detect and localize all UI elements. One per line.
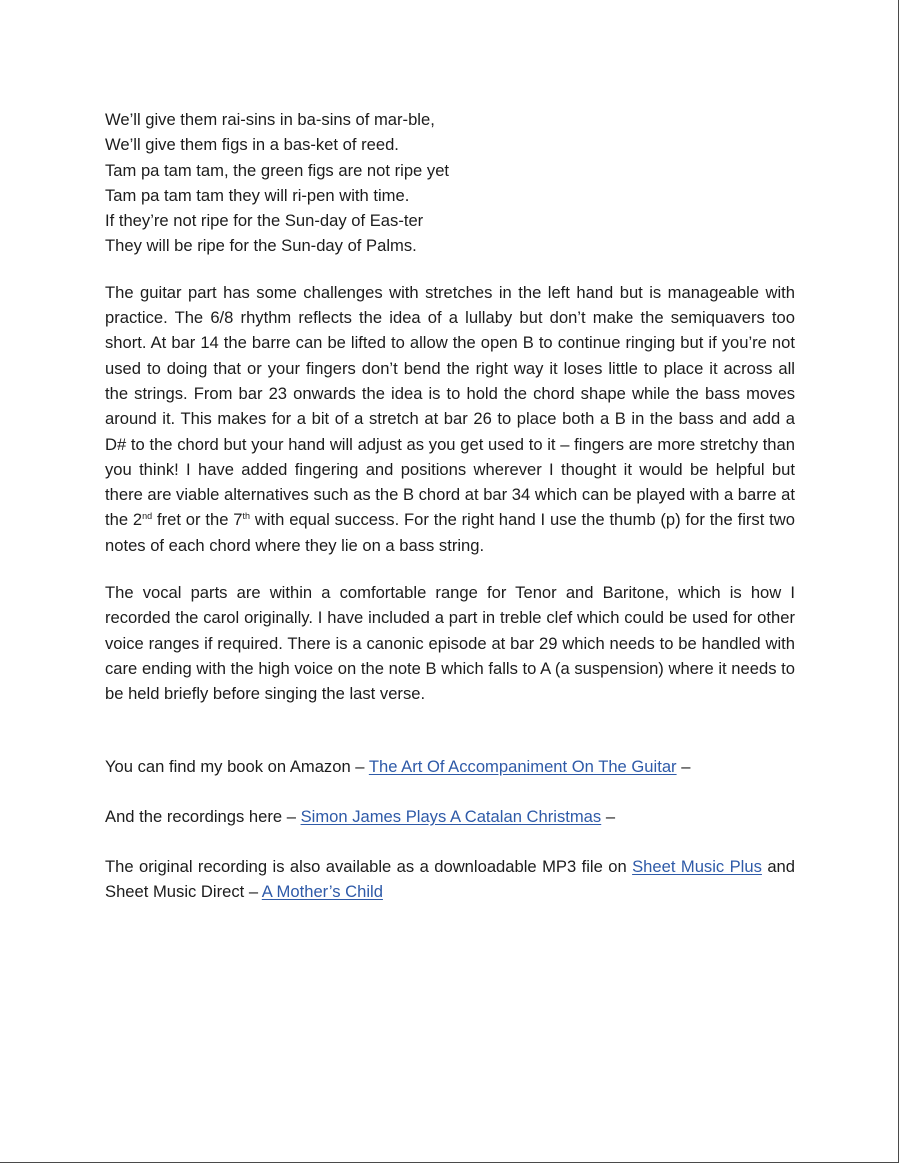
- guitar-text-part3: with equal success. For the right hand I use the thumb (p) for the first two notes of each chord where they lie on a bass string.: [105, 510, 795, 555]
- sheet-music-plus-link[interactable]: Sheet Music Plus: [632, 857, 762, 877]
- guitar-text-part1: The guitar part has some challenges with stretches in the left hand but is manageable with practice. The 6/8 rhythm reflects the idea of a lullaby but don’t make the semiquavers too short. At bar 14 the barre can be lifted to allow the open B to continue ringing but if you’re not used to doing that or your fingers don’t bend the right way it loses little to place it across all the strings. From bar 23 onwards the idea is to hold the chord shape while the bass moves around it. This makes for a bit of a stretch at bar 26 to place both a B in the bass and add a D# to the chord but your hand will adjust as you get used to it – fingers are more stretchy than you think! I have added fingering and positions wherever I thought it would be helpful but there are viable alternatives such as the B chord at bar 34 which can be played with a barre at the 2: [105, 282, 795, 530]
- lyric-line: They will be ripe for the Sun-day of Palms.: [105, 236, 417, 256]
- book-line-prefix: You can find my book on Amazon –: [105, 756, 369, 776]
- vocal-parts-paragraph: The vocal parts are within a comfortable range for Tenor and Baritone, which is how I recorded the carol originally. I have included a part in treble clef which could be used for other voice ranges if required. There is a canonic episode at bar 29 which needs to be handled with care ending with the high voice on the note B which falls to A (a suspension) where it needs to be held briefly before singing the last verse.: [105, 583, 795, 704]
- recordings-line-suffix: –: [601, 806, 616, 826]
- document-body: [105, 107, 795, 905]
- lyric-line: Tam pa tam tam they will ri-pen with time.: [105, 185, 410, 205]
- lyric-line: If they’re not ripe for the Sun-day of Eas-ter: [105, 211, 424, 231]
- lyric-line: We’ll give them rai-sins in ba-sins of mar-ble,: [105, 110, 435, 129]
- mp3-line-middle: and Sheet Music Direct –: [105, 857, 796, 902]
- lyrics-verse: [105, 107, 795, 259]
- recordings-line: [105, 804, 795, 829]
- ordinal-suffix-th: th: [242, 511, 251, 522]
- lyric-line: Tam pa tam tam, the green figs are not ripe yet: [105, 160, 450, 180]
- book-line-suffix: –: [676, 756, 691, 776]
- mp3-line-prefix: The original recording is also available as a downloadable MP3 file on: [105, 857, 633, 877]
- guitar-part-paragraph: [105, 280, 795, 558]
- a-mothers-child-link[interactable]: A Mother’s Child: [261, 882, 383, 902]
- book-link[interactable]: The Art Of Accompaniment On The Guitar: [368, 756, 677, 776]
- guitar-text-part2: fret or the 7: [152, 510, 243, 530]
- ordinal-suffix-nd: nd: [142, 511, 153, 522]
- mp3-line: [105, 854, 795, 905]
- lyric-line: We’ll give them figs in a bas-ket of reed.: [105, 135, 399, 155]
- book-line: [105, 754, 795, 779]
- recordings-line-prefix: And the recordings here –: [105, 806, 301, 826]
- recordings-link[interactable]: Simon James Plays A Catalan Christmas: [300, 806, 602, 826]
